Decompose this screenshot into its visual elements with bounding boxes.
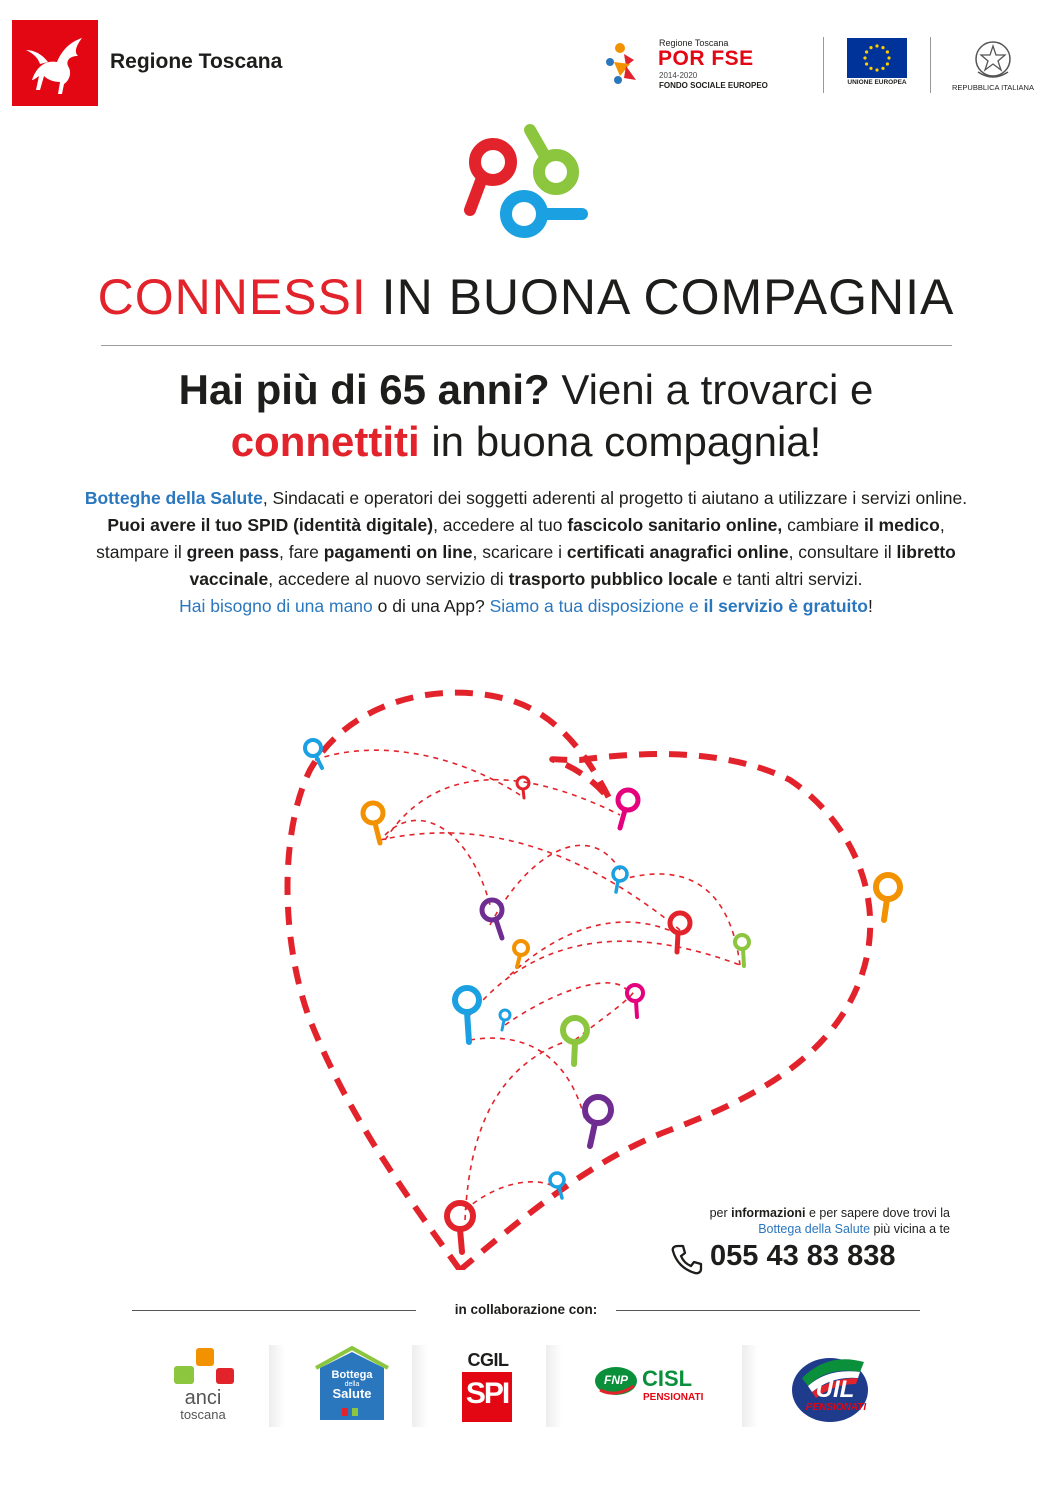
info-pre: per — [709, 1206, 732, 1220]
title-divider — [101, 345, 952, 346]
porfse-fund: FONDO SOCIALE EUROPEO — [659, 81, 768, 90]
info-bottega: Bottega della Salute — [758, 1222, 871, 1236]
headline — [0, 364, 1052, 468]
header-divider — [823, 37, 824, 93]
headline-connect: connettiti — [230, 418, 420, 465]
headline-question: Hai più di 65 anni? — [178, 366, 550, 413]
anci-subtitle: toscana — [180, 1407, 226, 1422]
bottega-name-1: Bottega — [331, 1369, 373, 1381]
pagamenti-text: pagamenti on line — [323, 542, 473, 562]
header-divider — [930, 37, 931, 93]
cgil-name: CGIL — [467, 1350, 509, 1370]
help-end: ! — [867, 596, 873, 616]
pegasus-icon — [12, 20, 98, 106]
pin-red-large — [447, 1203, 473, 1252]
libretto-text: libretto vaccinale — [189, 542, 956, 589]
page-title — [0, 268, 1052, 326]
pin-red — [670, 913, 690, 952]
headline-company: in buona compagnia! — [419, 418, 822, 465]
region-name: Regione Toscana — [110, 50, 283, 73]
cisl-name: CISL — [642, 1366, 693, 1391]
help-app: o di una App? — [372, 596, 490, 616]
help-question: Hai bisogno di una mano — [179, 596, 373, 616]
pin-orange-small — [514, 941, 528, 967]
pin-orange-large — [876, 875, 900, 920]
body-text-9: , accedere al nuovo servizio di — [268, 569, 509, 589]
uil-name: UIL — [815, 1376, 855, 1403]
fascicolo-text: fascicolo sanitario online, — [567, 515, 783, 535]
pin-magenta — [618, 790, 638, 828]
bottega-name-3: Salute — [332, 1386, 372, 1401]
certificati-text: certificati anagrafici online — [566, 542, 789, 562]
green-pass-text: green pass — [186, 542, 279, 562]
collab-label: in collaborazione con: — [454, 1302, 598, 1317]
pin-magenta-small — [627, 985, 643, 1017]
cisl-subtitle: PENSIONATI — [643, 1392, 704, 1403]
body-text-5: , stampare il — [96, 515, 945, 562]
spid-text: SPID (identità digitale) — [247, 515, 434, 535]
info-line-2 — [600, 1222, 950, 1236]
headline-invite: Vieni a trovarci e — [549, 366, 874, 413]
heart-illustration — [270, 680, 930, 1270]
phone-icon — [670, 1242, 704, 1276]
pin-cyan-large — [455, 988, 479, 1042]
info-line-1 — [600, 1206, 950, 1220]
pin-cyan-small — [613, 867, 627, 892]
body-text-6: , fare — [278, 542, 324, 562]
trasporto-text: trasporto pubblico locale — [508, 569, 718, 589]
porfse-region: Regione Toscana — [659, 38, 729, 48]
eu-flag-icon — [847, 38, 907, 78]
heart-outline — [288, 693, 871, 1270]
anci-name: anci — [184, 1387, 222, 1409]
body-text-10: e tanti altri servizi. — [717, 569, 863, 589]
regione-toscana-logo — [12, 20, 98, 106]
body-text-2: Puoi avere il tuo — [107, 515, 248, 535]
spi-name: SPI — [465, 1377, 509, 1410]
info-bold: informazioni — [731, 1206, 806, 1220]
porfse-figure-icon — [604, 40, 656, 88]
body-text-4: cambiare — [782, 515, 864, 535]
pin-green-small — [735, 935, 749, 966]
phone-number[interactable]: 055 43 83 838 — [710, 1240, 896, 1272]
partner-separator — [546, 1345, 562, 1427]
republic-label: REPUBBLICA ITALIANA — [952, 83, 1034, 92]
info-post: e per sapere dove trovi la — [805, 1206, 950, 1220]
title-highlight: CONNESSI — [97, 269, 367, 325]
medico-text: il medico — [863, 515, 940, 535]
info-nearest: più vicina a te — [870, 1222, 950, 1236]
pin-green — [563, 1018, 587, 1064]
partner-separator — [269, 1345, 285, 1427]
pin-purple-large — [585, 1097, 611, 1146]
porfse-title: POR FSE — [658, 47, 754, 70]
pin-cyan-tiny — [500, 1010, 510, 1030]
body-text-7: , scaricare i — [472, 542, 567, 562]
bottega-name-2: della — [344, 1381, 360, 1388]
porfse-years: 2014-2020 — [659, 71, 698, 80]
body-paragraph — [70, 485, 982, 620]
help-available: Siamo a tua disposizione e — [489, 596, 704, 616]
pin-orange — [363, 803, 383, 843]
location-pins — [305, 740, 900, 1252]
partner-separator — [742, 1345, 758, 1427]
title-rest: IN BUONA COMPAGNIA — [366, 269, 955, 325]
body-text-3: , accedere al tuo — [433, 515, 568, 535]
free-service-text: il servizio è gratuito — [703, 596, 868, 616]
partner-separator — [412, 1345, 428, 1427]
fnp-name: FNP — [604, 1373, 628, 1387]
uil-subtitle: PENSIONATI — [805, 1402, 867, 1413]
connessi-logo-icon — [460, 118, 594, 250]
body-text-8: , consultare il — [788, 542, 897, 562]
italian-republic-emblem-icon — [972, 38, 1014, 82]
botteghe-link: Botteghe della Salute — [84, 488, 263, 508]
pin-purple — [482, 900, 502, 938]
body-text-1: , Sindacati e operatori dei soggetti aderenti al progetto ti aiutano a utilizzare i servizi online. — [262, 488, 968, 508]
eu-label: UNIONE EUROPEA — [847, 79, 907, 86]
